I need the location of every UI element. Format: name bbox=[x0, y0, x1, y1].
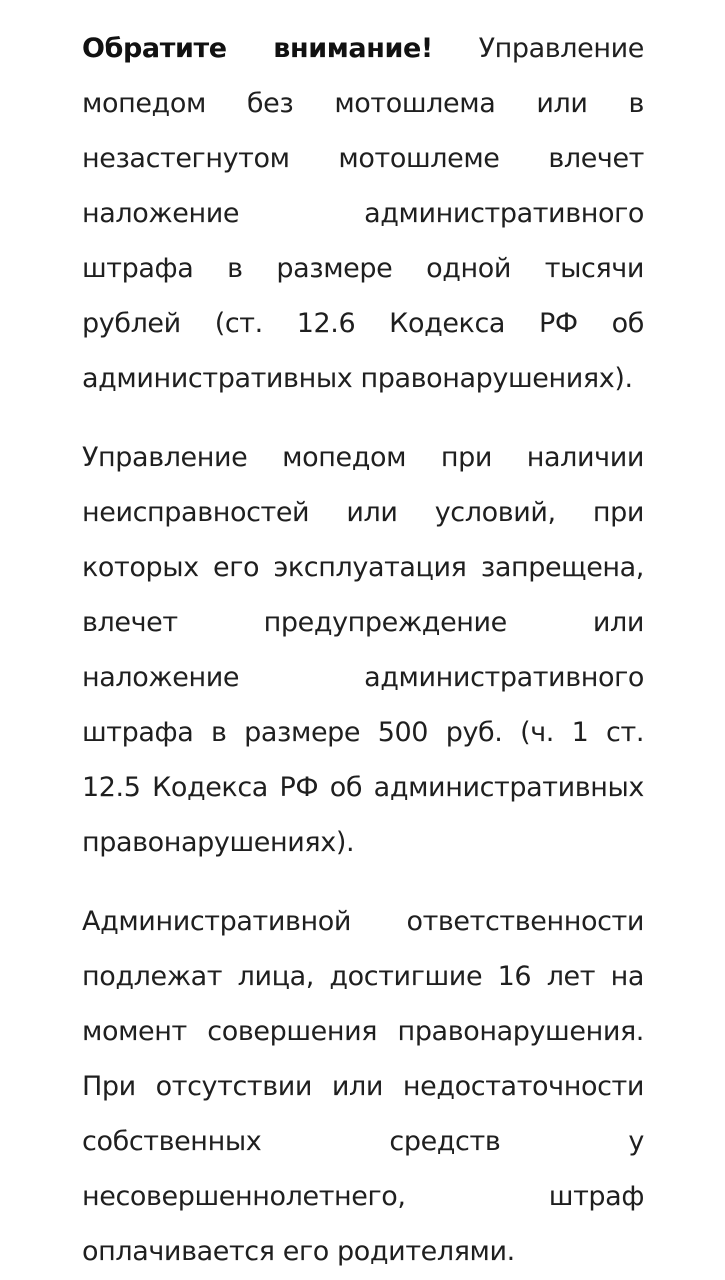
paragraph-malfunction-fine: Управление мопедом при наличии неисправностей или условий, при которых его эксплуатация запрещена, влечет предупреждение или наложение административного штрафа в размере 500 руб. (ч. 1 ст. 12.5 Кодекса РФ об административных правонарушениях). bbox=[82, 442, 644, 858]
attention-lead: Обратите внимание! bbox=[82, 33, 433, 64]
article-body bbox=[82, 21, 644, 1279]
paragraph-text: Управление мопедом без мотошлема или в незастегнутом мотошлеме влечет наложение административного штрафа в размере одной тысячи рублей (ст. 12.6 Кодекса РФ об административных правонарушениях). bbox=[82, 33, 644, 394]
paragraph-helmet-fine bbox=[82, 21, 644, 406]
paragraph-liability-age: Административной ответственности подлежат лица, достигшие 16 лет на момент совершения правонарушения. При отсутствии или недостаточности собственных средств у несовершеннолетнего, штраф оплачивается его родителями. bbox=[82, 906, 644, 1267]
